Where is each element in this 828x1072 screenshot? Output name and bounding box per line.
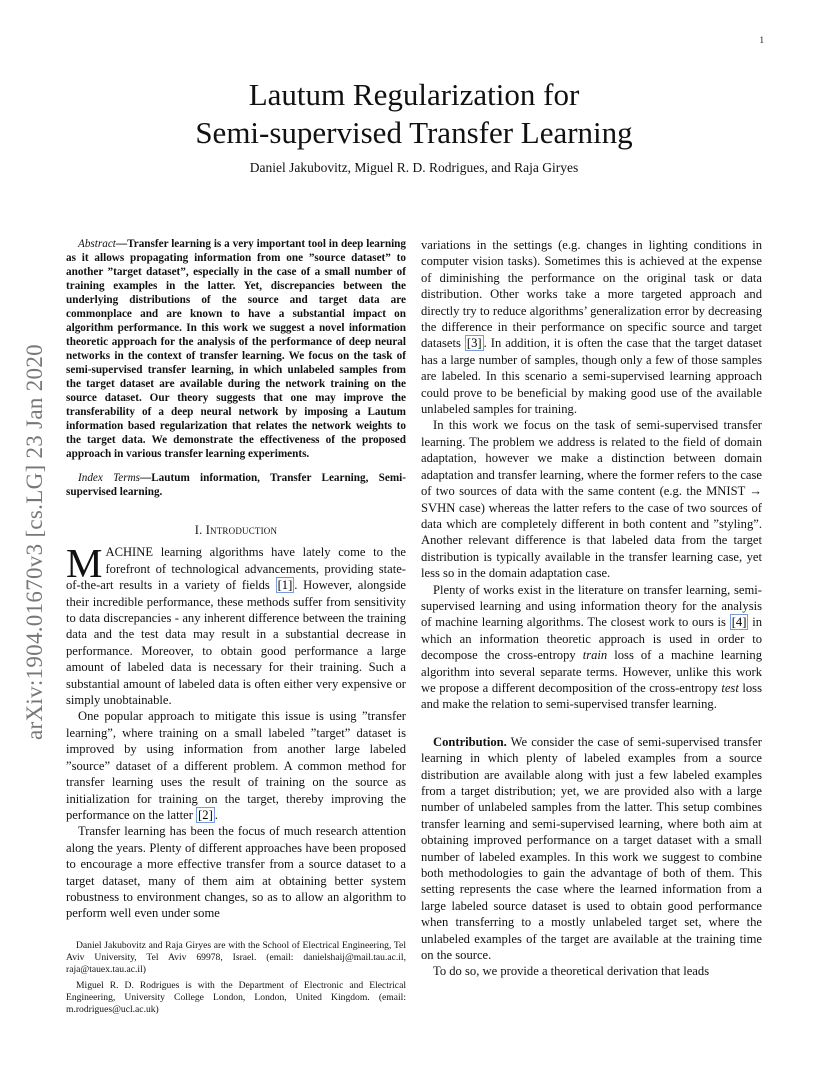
right-p1-start: variations in the settings (e.g. changes in lighting conditions in computer vision tasks). Sometimes this is achieved at the expense of diminishing the performance on the original task or data distribution. Other works take a more targeted approach and directly try to reduce algorithms’ generalization error by decreasing the difference in their performance on specific source and target datasets — [421, 238, 762, 351]
right-p3-mid2: loss of a machine learning algorithm into several separate terms. However, unlike this work we propose a different decomposition of the cross-entropy — [421, 648, 762, 695]
abstract — [66, 237, 406, 461]
citation-link-1[interactable]: [1] — [277, 578, 293, 593]
intro-p1-end: . However, alongside their incredible performance, these methods suffer from sensitivity to data discrepancies - any inherent difference between the training data and the test data may result in a substantial decrease in performance. Moreover, to obtain good performance a large amount of labeled data is necessary for their training. Such a substantial amount of labeled data is often either very expensive or simply unobtainable. — [66, 578, 406, 708]
citation-link-2[interactable]: [2] — [198, 807, 213, 822]
right-p3-start: Plenty of works exist in the literature on transfer learning, semi-supervised learning and using information theory for the analysis of machine learning algorithms. The closest work to ours is — [421, 582, 762, 630]
title-line-1: Lautum Regularization for — [248, 77, 580, 112]
abstract-label: Abstract — [78, 238, 116, 250]
arxiv-stamp[interactable]: arXiv:1904.01670v3 [cs.LG] 23 Jan 2020 — [22, 344, 47, 740]
citation-link-4[interactable]: [4] — [731, 615, 747, 630]
title-line-2: Semi-supervised Transfer Learning — [195, 115, 633, 150]
drop-cap: M — [66, 540, 103, 587]
author-list: Daniel Jakubovitz, Miguel R. D. Rodrigues, and Raja Giryes — [249, 160, 579, 175]
contribution-text: We consider the case of semi-supervised transfer learning in which plenty of labeled examples from a source distribution are available along with just a few labeled examples from a target distribution; yet, we are provided also with a large number of unlabeled samples from the latter. This setup combines transfer learning and semi-supervised learning, where both aim at obtaining improved performance on a target dataset with a small number of labeled examples. In this work we suggest to combine both methodologies to gain the advantage of both of them. This setting represents the case where the learned information from a large labeled source dataset is used to obtain good performance when transferring to a mostly unlabeled target set, where the unlabeled examples of the target are available at the training time on the source. — [421, 734, 762, 963]
contribution-heading: Contribution. — [433, 734, 507, 749]
intro-p1-start: ACHINE learning algorithms have lately come to the forefront of technological advancements, providing state-of-the-art results in a variety of fields — [66, 545, 406, 593]
intro-p2-end: . — [214, 807, 218, 822]
right-paragraph-2: In this work we focus on the task of semi-supervised transfer learning. The problem we address is related to the field of domain adaptation, however we make a distinction between domain adaptation and transfer learning, where the former refers to the case of two sources of data with the same content (e.g. the MNIST → SVHN case) whereas the latter refers to the case of two sources of data which are completely different in both content and ”styling”. Another relevant difference is that labeled data from the target distribution is typically available in the transfer learning case, yet less so in the domain adaptation case. — [421, 418, 762, 581]
intro-p2-start: One popular approach to mitigate this issue is using ”transfer learning”, where training on a small labeled ”target” dataset is improved by using information from another large labeled ”source” dataset of a different problem. A common method for transfer learning uses the result of training on the source as initialization for training on the target, thereby improving the performance on the latter — [66, 709, 406, 822]
right-paragraph-3 — [421, 582, 762, 713]
section-title: Introduction — [205, 523, 278, 537]
footnote-affiliation-1: Daniel Jakubovitz and Raja Giryes are with the School of Electrical Engineering, Tel Aviv University, Tel Aviv 69978, Israel. (email: danielshaij@mail.tau.ac.il, raja@tauex.tau.ac.il) — [66, 940, 406, 975]
index-terms-text: —Lautum information, Transfer Learning, Semi-supervised learning. — [66, 472, 406, 498]
page-number: 1 — [759, 35, 764, 45]
left-column — [66, 237, 406, 922]
intro-paragraph-2 — [66, 708, 406, 823]
intro-paragraph-1 — [66, 540, 406, 708]
right-p3-end: loss and make the relation to semi-supervised transfer learning. — [421, 680, 762, 712]
intro-paragraph-3: Transfer learning has been the focus of much research attention along the years. Plenty of different approaches have been proposed to encourage a more effective transfer from a source dataset to a target dataset, many of them aim at obtaining better system robustness to environment changes, so as to allow an algorithm to perform well even under some — [66, 824, 406, 921]
index-terms-label: Index Terms — [78, 472, 141, 484]
footnote-affiliation-2: Miguel R. D. Rodrigues is with the Department of Electronic and Electrical Engineering, University College London, London, United Kingdom. (email: m.rodrigues@ucl.ac.uk) — [66, 980, 406, 1015]
right-p3-mid1: in which an information theoretic approach is used in order to decompose the cross-entropy — [421, 615, 762, 663]
citation-link-3[interactable]: [3] — [466, 336, 482, 351]
section-number: I. — [194, 523, 206, 537]
abstract-text: —Transfer learning is a very important tool in deep learning as it allows propagating information from one ”source dataset” to another ”target dataset”, especially in the case of a small number of training examples in the latter. Yet, discrepancies between the underlying distributions of the source and target data are commonplace and are known to have a substantial impact on algorithm performance. In this work we suggest a novel information theoretic approach for the analysis of the performance of deep neural networks in the context of transfer learning. We focus on the task of semi-supervised transfer learning, in which unlabeled samples from the target dataset are available during the network training on the source dataset. Our theory suggests that one may improve the transferability of a deep neural network by imposing a Lautum information based regularization that relates the network weights to the target data. We demonstrate the effectiveness of the proposed approach in various transfer learning experiments. — [66, 238, 406, 460]
emphasis-test: test — [721, 680, 739, 695]
paper-title — [0, 76, 828, 152]
contribution-paragraph — [421, 734, 762, 964]
right-column — [421, 237, 762, 980]
index-terms — [66, 471, 406, 499]
footnotes — [66, 940, 406, 1021]
emphasis-train: train — [582, 648, 608, 663]
right-p1-end: . In addition, it is often the case that the target dataset has a large number of samples, though only a few of those samples are labeled. In this scenario a semi-supervised learning approach could prove to be beneficial by making good use of the available unlabeled samples for training. — [421, 336, 763, 417]
right-paragraph-1 — [421, 237, 762, 417]
section-heading — [66, 522, 406, 538]
right-last-paragraph: To do so, we provide a theoretical derivation that leads — [433, 964, 710, 979]
